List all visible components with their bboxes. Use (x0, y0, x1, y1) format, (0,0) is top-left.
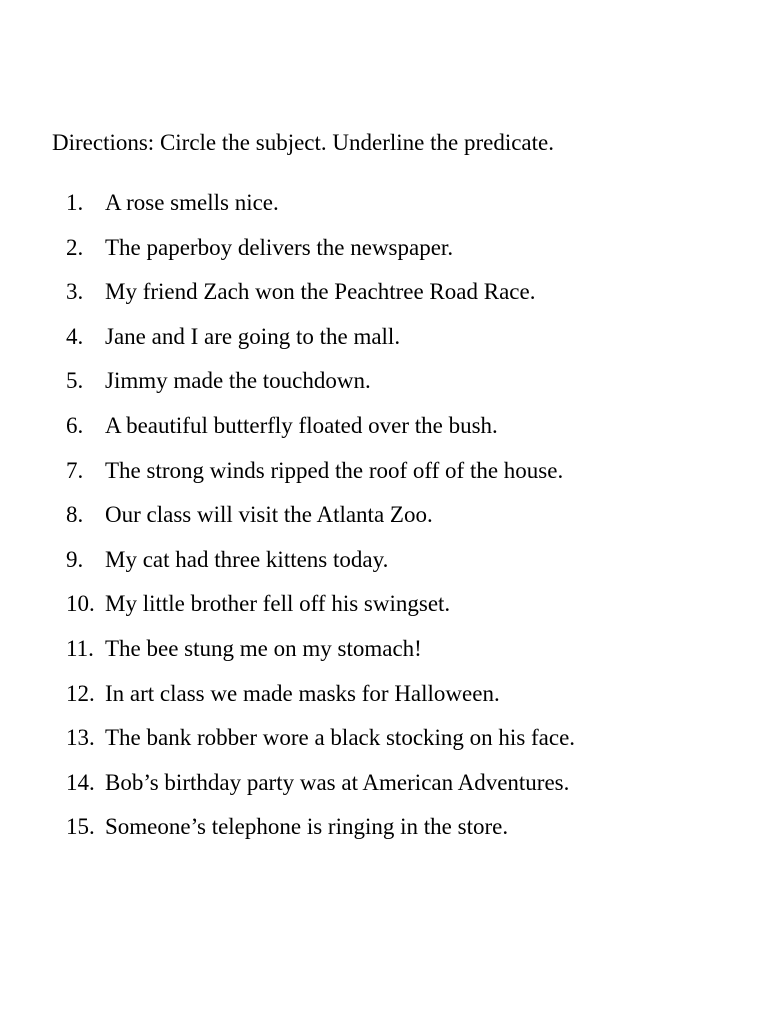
item-sentence: A beautiful butterfly floated over the bush. (105, 412, 498, 438)
item-sentence: In art class we made masks for Halloween. (105, 680, 500, 706)
item-sentence: The bee stung me on my stomach! (105, 635, 422, 661)
item-sentence: Jimmy made the touchdown. (105, 368, 371, 394)
item-number: 15. (66, 814, 95, 840)
list-item (0, 768, 768, 813)
item-number: 11. (66, 635, 94, 661)
item-sentence: Jane and I are going to the mall. (105, 323, 401, 349)
list-item (0, 723, 768, 768)
item-sentence: The bank robber wore a black stocking on his face. (105, 725, 576, 751)
list-item (0, 411, 768, 456)
sentence-list (0, 188, 768, 857)
list-item (0, 679, 768, 724)
list-item (0, 233, 768, 278)
list-item (0, 634, 768, 679)
item-number: 5. (66, 368, 84, 394)
item-number: 2. (66, 234, 84, 260)
list-item (0, 366, 768, 411)
item-sentence: My friend Zach won the Peachtree Road Race. (105, 279, 536, 305)
item-sentence: A rose smells nice. (105, 190, 279, 215)
item-sentence: Our class will visit the Atlanta Zoo. (105, 502, 433, 528)
item-number: 3. (66, 279, 84, 305)
list-item (0, 456, 768, 501)
item-number: 12. (66, 680, 95, 706)
item-number: 9. (66, 546, 84, 572)
item-number: 13. (66, 725, 95, 751)
item-sentence: Bob’s birthday party was at American Adventures. (105, 769, 570, 795)
list-item (0, 277, 768, 322)
item-number: 7. (66, 457, 84, 483)
item-number: 8. (66, 502, 84, 528)
item-number: 1. (66, 190, 84, 215)
item-number: 10. (66, 591, 95, 617)
item-sentence: The paperboy delivers the newspaper. (105, 234, 454, 260)
list-item (0, 545, 768, 590)
item-sentence: Someone’s telephone is ringing in the store. (105, 814, 509, 840)
list-item (0, 812, 768, 857)
item-sentence: The strong winds ripped the roof off of the house. (105, 457, 564, 483)
item-number: 4. (66, 323, 84, 349)
item-sentence: My cat had three kittens today. (105, 546, 389, 572)
list-item (0, 188, 768, 233)
directions-text: Directions: Circle the subject. Underline the predicate. (52, 130, 554, 155)
item-sentence: My little brother fell off his swingset. (105, 591, 451, 617)
item-number: 6. (66, 412, 84, 438)
list-item (0, 589, 768, 634)
list-item (0, 500, 768, 545)
item-number: 14. (66, 769, 95, 795)
list-item (0, 322, 768, 367)
